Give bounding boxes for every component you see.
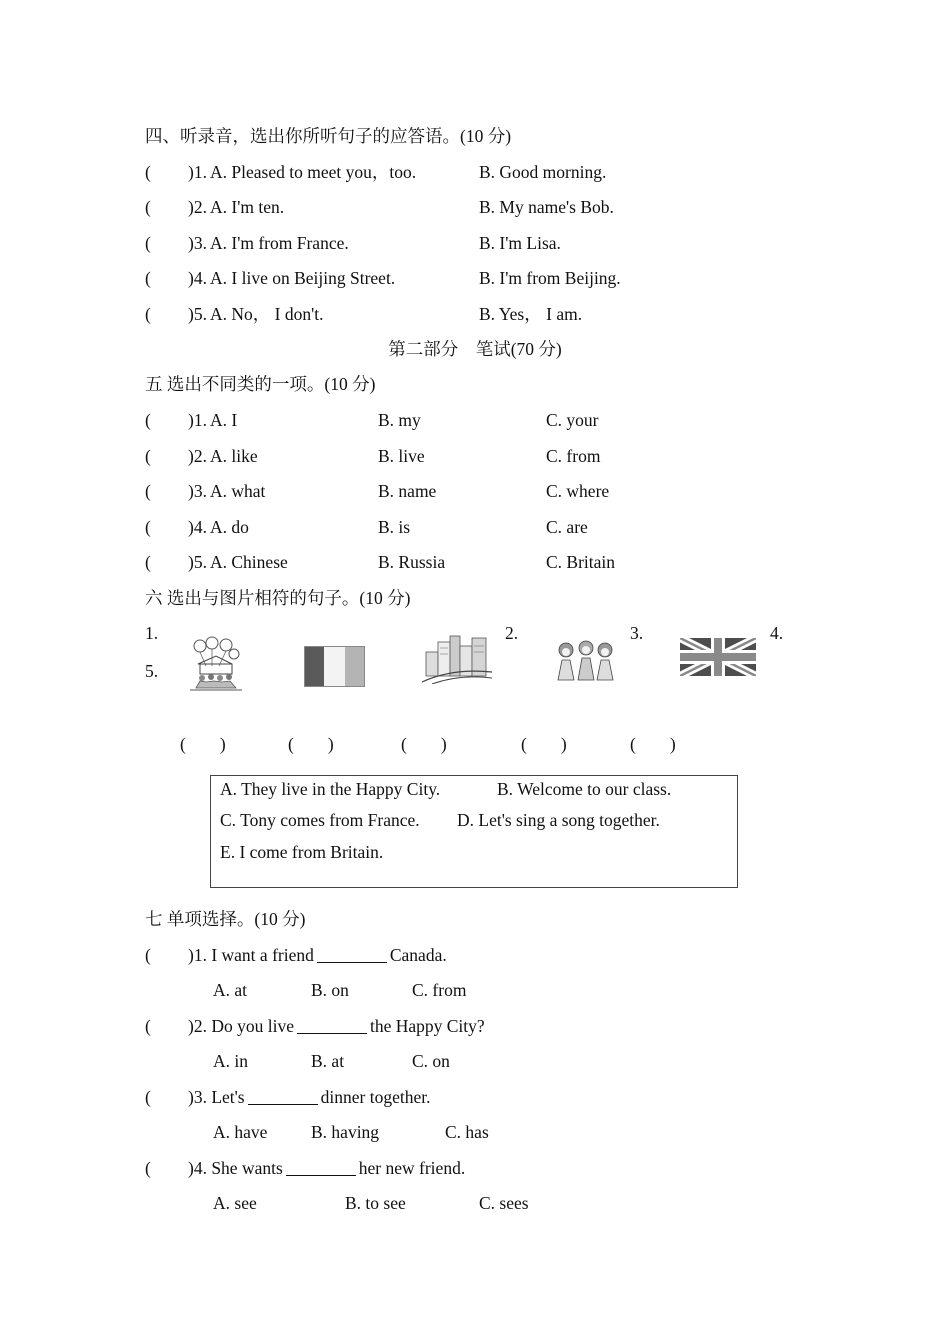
sentence-option-a: A. They live in the Happy City. xyxy=(220,779,441,799)
britain-flag-picture xyxy=(680,638,756,676)
section4-title: 四、听录音，选出你所听句子的应答语。(10 分) xyxy=(145,126,512,146)
answer-paren-open[interactable]: ( xyxy=(145,268,151,288)
section5-question-1: ( )1. A. I B. my C. your xyxy=(0,405,950,435)
answer-paren-open[interactable]: ( xyxy=(145,162,151,182)
answer-paren-open[interactable]: ( xyxy=(145,197,151,217)
option-b: B. I'm Lisa. xyxy=(479,233,561,253)
section5-question-5: ( )5. A. Chinese B. Russia C. Britain xyxy=(0,547,950,577)
section7-question-2: ( )2. Do you live the Happy City? xyxy=(0,1011,950,1041)
option-c: C. from xyxy=(546,446,601,466)
france-flag-picture xyxy=(304,646,365,687)
picture-number: 2. xyxy=(505,623,519,643)
answer-paren-open[interactable]: ( xyxy=(145,517,151,537)
option-b: B. live xyxy=(378,446,425,466)
answer-paren-open[interactable]: ( xyxy=(145,1087,151,1107)
answer-paren-open[interactable]: ( xyxy=(145,1158,151,1178)
option-b: B. having xyxy=(311,1122,380,1142)
picture-answer-box-5[interactable]: ( ) xyxy=(630,734,676,754)
section5-question-2: ( )2. A. like B. live C. from xyxy=(0,441,950,471)
option-a: A. have xyxy=(213,1122,268,1142)
option-b: B. to see xyxy=(345,1193,406,1213)
option-a: A. I'm from France. xyxy=(210,233,349,253)
option-c: C. where xyxy=(546,481,610,501)
sentence-option-e: E. I come from Britain. xyxy=(220,842,384,862)
option-a: A. at xyxy=(213,980,248,1000)
city-buildings-picture xyxy=(422,632,492,684)
sentence-options-box xyxy=(210,775,738,888)
answer-paren-open[interactable]: ( xyxy=(145,304,151,324)
option-c: C. your xyxy=(546,410,599,430)
fill-blank[interactable] xyxy=(317,946,387,963)
section5-question-3: ( )3. A. what B. name C. where xyxy=(0,476,950,506)
picture-number: 1. xyxy=(145,623,159,643)
option-c: C. on xyxy=(412,1051,450,1071)
option-a: A. like xyxy=(210,446,258,466)
answer-paren-open[interactable]: ( xyxy=(145,945,151,965)
option-a: A. in xyxy=(213,1051,248,1071)
fill-blank[interactable] xyxy=(248,1088,318,1105)
answer-paren-open[interactable]: ( xyxy=(145,481,151,501)
section5-title: 五 选出不同类的一项。(10 分) xyxy=(145,374,376,394)
section4-question-5: ( )5. A. No， I don't. B. Yes， I am. xyxy=(0,299,950,329)
answer-paren-open[interactable]: ( xyxy=(145,446,151,466)
sentence-option-b: B. Welcome to our class. xyxy=(497,779,672,799)
option-b: B. I'm from Beijing. xyxy=(479,268,621,288)
three-girls-picture xyxy=(552,640,620,682)
option-b: B. Yes， I am. xyxy=(479,304,583,324)
picture-number: 5. xyxy=(145,661,159,681)
option-b: B. at xyxy=(311,1051,345,1071)
option-b: B. on xyxy=(311,980,349,1000)
picture-answer-box-2[interactable]: ( ) xyxy=(288,734,334,754)
section7-options-2 xyxy=(0,1046,950,1076)
children-playground-picture xyxy=(186,636,246,692)
section6-title: 六 选出与图片相符的句子。(10 分) xyxy=(145,588,411,608)
fill-blank[interactable] xyxy=(286,1159,356,1176)
section4-question-4: ( )4. A. I live on Beijing Street. B. I'm from Beijing. xyxy=(0,263,950,293)
answer-paren-open[interactable]: ( xyxy=(145,1016,151,1036)
option-b: B. is xyxy=(378,517,411,537)
option-c: C. are xyxy=(546,517,588,537)
fill-blank[interactable] xyxy=(297,1017,367,1034)
option-a: A. Pleased to meet you，too. xyxy=(210,162,417,182)
section7-title: 七 单项选择。(10 分) xyxy=(145,909,306,929)
section7-question-4: ( )4. She wants her new friend. xyxy=(0,1153,950,1183)
option-a: A. do xyxy=(210,517,249,537)
option-b: B. My name's Bob. xyxy=(479,197,614,217)
option-b: B. my xyxy=(378,410,421,430)
option-a: A. what xyxy=(210,481,266,501)
picture-answer-box-3[interactable]: ( ) xyxy=(401,734,447,754)
section5-question-4: ( )4. A. do B. is C. are xyxy=(0,512,950,542)
option-b: B. Russia xyxy=(378,552,446,572)
option-a: A. Chinese xyxy=(210,552,288,572)
answer-paren-open[interactable]: ( xyxy=(145,552,151,572)
sentence-option-c: C. Tony comes from France. xyxy=(220,810,420,830)
option-c: C. from xyxy=(412,980,467,1000)
section4-question-1: ( )1. A. Pleased to meet you，too. B. Good morning. xyxy=(0,157,950,187)
picture-number: 3. xyxy=(630,623,644,643)
section7-options-1 xyxy=(0,975,950,1005)
answer-paren-open[interactable]: ( xyxy=(145,233,151,253)
part2-title: 第二部分 笔试(70 分) xyxy=(388,339,562,359)
picture-answer-box-1[interactable]: ( ) xyxy=(180,734,226,754)
option-c: C. Britain xyxy=(546,552,616,572)
option-b: B. name xyxy=(378,481,437,501)
picture-number: 4. xyxy=(770,623,784,643)
section4-question-2: ( )2. A. I'm ten. B. My name's Bob. xyxy=(0,192,950,222)
section7-options-4 xyxy=(0,1188,950,1218)
option-a: A. see xyxy=(213,1193,257,1213)
option-a: A. I xyxy=(210,410,238,430)
option-b: B. Good morning. xyxy=(479,162,607,182)
section7-question-3: ( )3. Let's dinner together. xyxy=(0,1082,950,1112)
section7-question-1: ( )1. I want a friend Canada. xyxy=(0,940,950,970)
sentence-option-d: D. Let's sing a song together. xyxy=(457,810,660,830)
option-c: C. sees xyxy=(479,1193,529,1213)
option-a: A. No， I don't. xyxy=(210,304,324,324)
option-c: C. has xyxy=(445,1122,489,1142)
section4-question-3: ( )3. A. I'm from France. B. I'm Lisa. xyxy=(0,228,950,258)
section7-options-3 xyxy=(0,1117,950,1147)
option-a: A. I'm ten. xyxy=(210,197,285,217)
option-a: A. I live on Beijing Street. xyxy=(210,268,396,288)
picture-answer-box-4[interactable]: ( ) xyxy=(521,734,567,754)
answer-paren-open[interactable]: ( xyxy=(145,410,151,430)
